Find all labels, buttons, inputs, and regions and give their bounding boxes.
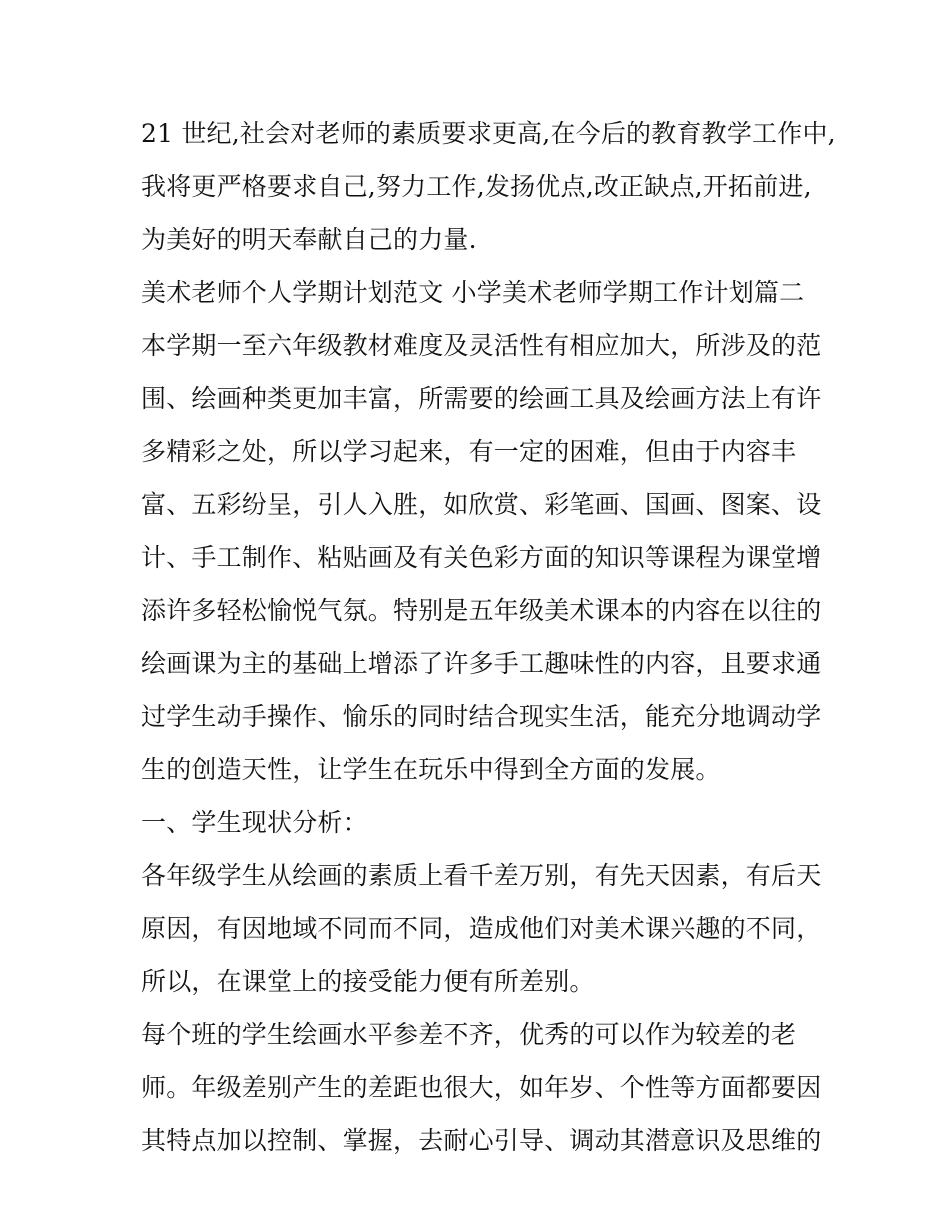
text-line: 围、绘画种类更加丰富，所需要的绘画工具及绘画方法上有许: [141, 384, 822, 413]
text-line: 生的创造天性，让学生在玩乐中得到全方面的发展。: [141, 755, 721, 784]
text-line: 添许多轻松愉悦气氛。特别是五年级美术课本的内容在以往的: [141, 596, 822, 625]
text-line: 所以，在课堂上的接受能力便有所差别。: [141, 967, 595, 996]
text-line: 原因，有因地域不同而不同，造成他们对美术课兴趣的不同，: [141, 914, 822, 943]
text-line: 每个班的学生绘画水平参差不齐，优秀的可以作为较差的老: [141, 1020, 797, 1049]
text-line: 师。年级差别产生的差距也很大，如年岁、个性等方面都要因: [141, 1073, 822, 1102]
text-line: 多精彩之处，所以学习起来，有一定的困难，但由于内容丰: [141, 437, 797, 466]
text-line: 我将更严格要求自己,努力工作,发扬优点,改正缺点,开拓前进,: [141, 172, 812, 201]
text-line: 各年级学生从绘画的素质上看千差万别，有先天因素，有后天: [141, 861, 822, 890]
text-line: 其特点加以控制、掌握，去耐心引导、调动其潜意识及思维的: [141, 1126, 822, 1155]
text-line: 绘画课为主的基础上增添了许多手工趣味性的内容，且要求通: [141, 649, 822, 678]
text-line: 过学生动手操作、愉乐的同时结合现实生活，能充分地调动学: [141, 702, 822, 731]
text-line: 计、手工制作、粘贴画及有关色彩方面的知识等课程为课堂增: [141, 543, 822, 572]
text-line: 为美好的明天奉献自己的力量.: [141, 225, 477, 254]
subsection-heading: 一、学生现状分析：: [141, 808, 368, 837]
document-body: [141, 107, 836, 1167]
text-line: 富、五彩纷呈，引人入胜，如欣赏、彩笔画、国画、图案、设: [141, 490, 822, 519]
section-heading: 美术老师个人学期计划范文 小学美术老师学期工作计划篇二: [141, 278, 805, 307]
text-line: 21 世纪,社会对老师的素质要求更高,在今后的教育教学工作中,: [141, 119, 836, 148]
text-line: 本学期一至六年级教材难度及灵活性有相应加大，所涉及的范: [141, 331, 822, 360]
